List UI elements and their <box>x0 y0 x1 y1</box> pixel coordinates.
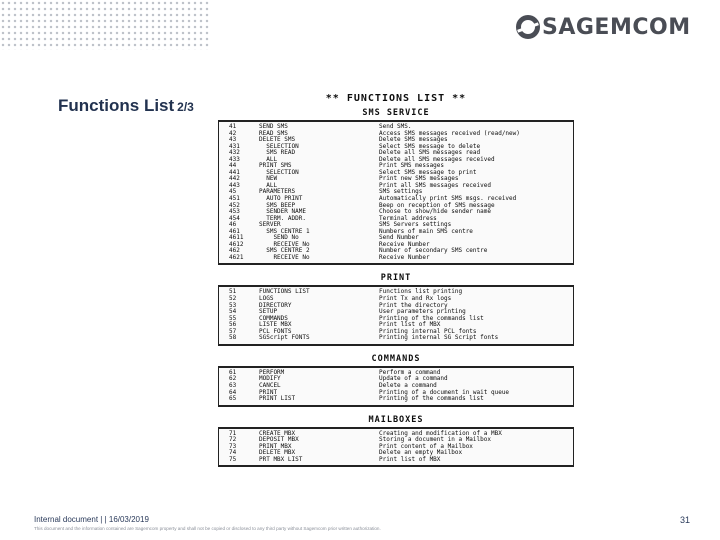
document-heading: ** FUNCTIONS LIST ** <box>325 93 467 104</box>
function-name: DEPOSIT MBX <box>259 436 299 444</box>
function-name: PCL FONTS <box>259 327 292 335</box>
function-name: SERVER <box>259 221 281 229</box>
function-name: CREATE MBX <box>259 429 296 437</box>
function-code: 55 <box>229 314 237 322</box>
function-description: Print all SMS messages received <box>379 181 491 189</box>
function-description: Select SMS message to print <box>379 168 477 176</box>
function-code-column <box>229 124 259 261</box>
function-description: Storing a document in a Mailbox <box>379 436 491 444</box>
function-code: 4612 <box>229 240 244 248</box>
function-name: PRINT MBX <box>259 442 292 450</box>
function-description: Print content of a Mailbox <box>379 442 473 450</box>
function-description: Terminal address <box>379 214 437 222</box>
function-code: 61 <box>229 368 237 376</box>
function-code: 62 <box>229 375 237 383</box>
function-name: PRT MBX LIST <box>259 455 303 463</box>
function-code: 73 <box>229 442 237 450</box>
section-table <box>218 285 574 345</box>
function-code: 4611 <box>229 234 244 242</box>
function-name: SGScript FONTS <box>259 334 310 342</box>
function-name-column <box>259 431 379 464</box>
dot-pattern-decoration <box>0 0 210 50</box>
function-description: Printing of the commands list <box>379 314 484 322</box>
function-description: Print list of MBX <box>379 321 441 329</box>
function-code: 451 <box>229 195 240 203</box>
logo-swoosh-icon <box>516 15 540 39</box>
function-name: SELECTION <box>259 168 299 176</box>
function-code: 58 <box>229 334 237 342</box>
function-code: 75 <box>229 455 237 463</box>
function-name: ALL <box>259 155 278 163</box>
function-description: Perform a command <box>379 368 441 376</box>
function-code: 433 <box>229 155 240 163</box>
function-name: SELECTION <box>259 142 299 150</box>
section-title: PRINT <box>380 273 412 284</box>
page-number: 31 <box>680 515 691 525</box>
function-description: Number of secondary SMS centre <box>379 247 488 255</box>
slide-title-text: Functions List <box>58 96 175 115</box>
function-description: Send SMS. <box>379 123 412 130</box>
function-code: 53 <box>229 301 237 309</box>
function-code: 63 <box>229 381 237 389</box>
function-code: 56 <box>229 321 237 329</box>
function-code-column <box>229 431 259 464</box>
function-name: SEND SMS <box>259 123 288 130</box>
function-description-column <box>379 370 573 403</box>
function-code: 44 <box>229 162 237 170</box>
function-name: DIRECTORY <box>259 301 292 309</box>
function-description-column <box>379 289 573 341</box>
function-description: Creating and modification of a MBX <box>379 429 502 437</box>
footer-disclaimer: This document and the information contained are Sagemcom property and shall not be copied or disclosed to any third party without Sagemcom prior written authorization. <box>34 526 381 531</box>
section-title: SMS SERVICE <box>362 108 430 118</box>
function-description: Printing internal PCL fonts <box>379 327 477 335</box>
section-title: COMMANDS <box>371 353 421 364</box>
function-description: SMS settings <box>379 188 423 196</box>
function-description: Print Tx and Rx logs <box>379 295 452 303</box>
function-code: 43 <box>229 136 237 144</box>
function-name: LOGS <box>259 295 274 303</box>
function-description: Print new SMS messages <box>379 175 459 183</box>
function-description: Beep on reception of SMS message <box>379 201 495 209</box>
function-code: 46 <box>229 221 237 229</box>
function-description: User parameters printing <box>379 308 466 316</box>
function-code: 462 <box>229 247 240 255</box>
function-name: COMMANDS <box>259 314 288 322</box>
function-code: 431 <box>229 142 240 150</box>
function-code-column <box>229 370 259 403</box>
section-table <box>218 427 574 468</box>
function-name: SMS CENTRE 1 <box>259 227 310 235</box>
function-name: ALL <box>259 181 278 189</box>
function-description: SMS Servers settings <box>379 221 452 229</box>
function-name: SMS BEEP <box>259 201 296 209</box>
function-name: SENDER NAME <box>259 208 306 216</box>
function-name: RECEIVE No <box>259 240 310 248</box>
function-code: 461 <box>229 227 240 235</box>
function-code: 41 <box>229 123 237 130</box>
function-code: 432 <box>229 149 240 157</box>
function-code: 42 <box>229 129 237 137</box>
function-description-column <box>379 124 573 261</box>
function-description-column <box>379 431 573 464</box>
function-description: Delete SMS messages <box>379 136 448 144</box>
function-description: Receive Number <box>379 253 430 261</box>
function-code: 442 <box>229 175 240 183</box>
function-name: PARAMETERS <box>259 188 296 196</box>
function-code: 454 <box>229 214 240 222</box>
function-sections <box>218 106 574 467</box>
function-description: Delete an empty Mailbox <box>379 449 463 457</box>
slide-title <box>58 96 194 116</box>
function-name: TERM. ADDR. <box>259 214 306 222</box>
function-name: PERFORM <box>259 368 285 376</box>
function-name: PRINT SMS <box>259 162 292 170</box>
footer-label: Internal document | | 16/03/2019 <box>34 515 149 524</box>
function-code: 64 <box>229 388 237 396</box>
function-name: RECEIVE No <box>259 253 310 261</box>
function-name: PRINT <box>259 388 278 396</box>
function-name: FUNCTIONS LIST <box>259 288 310 296</box>
function-name: AUTO PRINT <box>259 195 303 203</box>
function-description: Numbers of main SMS centre <box>379 227 473 235</box>
function-name: PRINT LIST <box>259 395 296 403</box>
function-name: READ SMS <box>259 129 288 137</box>
function-description: Select SMS message to delete <box>379 142 481 150</box>
function-code: 74 <box>229 449 237 457</box>
function-code: 54 <box>229 308 237 316</box>
function-code: 52 <box>229 295 237 303</box>
function-description: Access SMS messages received (read/new) <box>379 129 520 137</box>
function-description: Receive Number <box>379 240 430 248</box>
function-description: Printing of a document in wait queue <box>379 388 510 396</box>
section-table <box>218 366 574 407</box>
function-code: 443 <box>229 181 240 189</box>
slide-title-subtitle: 2/3 <box>177 100 194 114</box>
function-name: SETUP <box>259 308 278 316</box>
function-name: MODIFY <box>259 375 281 383</box>
function-code: 452 <box>229 201 240 209</box>
function-description: Print the directory <box>379 301 448 309</box>
functions-list-document <box>218 92 574 467</box>
function-code: 4621 <box>229 253 244 261</box>
function-code: 453 <box>229 208 240 216</box>
function-description: Update of a command <box>379 375 448 383</box>
function-code-column <box>229 289 259 341</box>
function-description: Delete a command <box>379 381 437 389</box>
section-title: MAILBOXES <box>368 414 424 425</box>
function-name: SMS CENTRE 2 <box>259 247 310 255</box>
function-name: DELETE SMS <box>259 136 296 144</box>
logo-text: SAGEMCOM <box>542 14 691 40</box>
function-name: SMS READ <box>259 149 296 157</box>
function-description: Functions list printing <box>379 288 463 296</box>
function-description: Printing internal SG Script fonts <box>379 334 499 342</box>
function-name: SEND No <box>259 234 299 242</box>
function-name: CANCEL <box>259 381 281 389</box>
function-code: 51 <box>229 288 237 296</box>
function-name-column <box>259 370 379 403</box>
function-code: 65 <box>229 395 237 403</box>
function-description: Send Number <box>379 234 419 242</box>
function-code: 72 <box>229 436 237 444</box>
function-description: Delete all SMS messages read <box>379 149 481 157</box>
function-name: DELETE MBX <box>259 449 296 457</box>
function-code: 71 <box>229 429 237 437</box>
function-description: Printing of the commands list <box>379 395 484 403</box>
function-name-column <box>259 289 379 341</box>
function-name: NEW <box>259 175 278 183</box>
function-code: 441 <box>229 168 240 176</box>
function-description: Print SMS messages <box>379 162 445 170</box>
function-description: Print list of MBX <box>379 455 441 463</box>
section-table <box>218 120 574 265</box>
function-description: Automatically print SMS msgs. received <box>379 195 517 203</box>
function-description: Choose to show/hide sender name <box>379 208 491 216</box>
function-name: LISTE MBX <box>259 321 292 329</box>
function-name-column <box>259 124 379 261</box>
sagemcom-logo <box>516 14 691 40</box>
function-description: Delete all SMS messages received <box>379 155 495 163</box>
function-code: 45 <box>229 188 237 196</box>
function-code: 57 <box>229 327 237 335</box>
